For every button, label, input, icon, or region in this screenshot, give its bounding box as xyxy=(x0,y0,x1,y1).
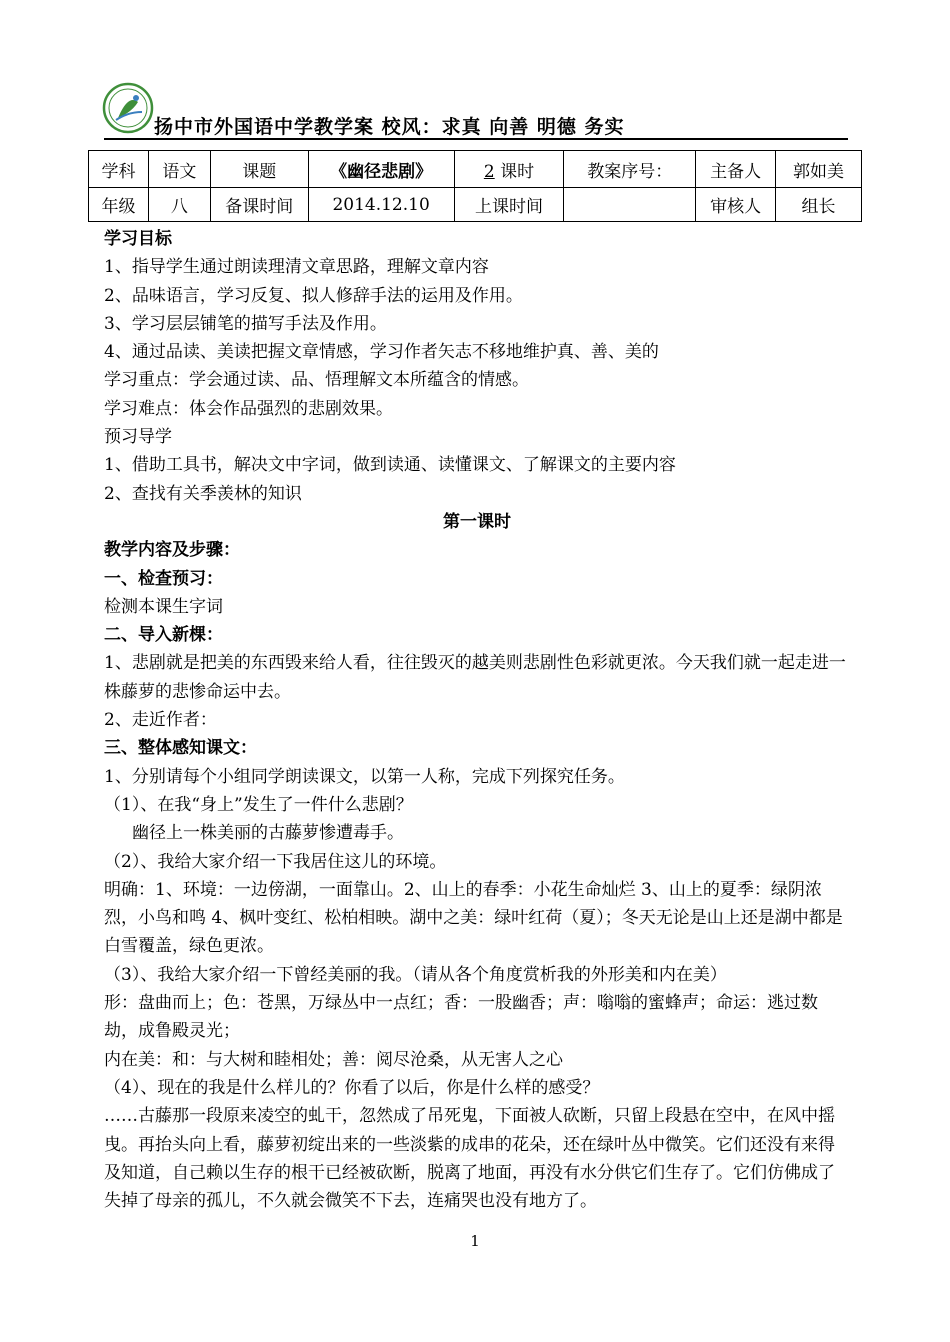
answer-4: ……古藤那一段原来凌空的虬干，忽然成了吊死鬼，下面被人砍断，只留上段悬在空中，在风中摇曳。再抬头向上看，藤萝初绽出来的一些淡紫的成串的花朵，还在绿叶丛中微笑。它们还没有来得及知道，自己赖以生存的根干已经被砍断，脱离了地面，再没有水分供它们生存了。它们仿佛成了失掉了母亲的孤儿，不久就会微笑不下去，连痛哭也没有地方了。 xyxy=(104,1106,835,1212)
answer-3-inner: 内在美：和：与大树和睦相处；善：阅尽沧桑，从无害人之心 xyxy=(104,1049,563,1070)
topic-label: 课题 xyxy=(210,151,308,188)
reviewer-label: 审核人 xyxy=(696,188,776,222)
hours-number: 2 xyxy=(483,161,495,182)
preparer-value: 郭如美 xyxy=(776,151,862,188)
step-text: 检测本课生字词 xyxy=(104,596,223,617)
subject-value: 语文 xyxy=(148,151,210,188)
lesson-info-table xyxy=(88,150,862,222)
preview-item: 2、查找有关季羡林的知识 xyxy=(104,483,302,504)
hours-unit: 课时 xyxy=(500,161,535,182)
preview-item: 1、借助工具书，解决文中字词，做到读通、读懂课文、了解课文的主要内容 xyxy=(104,455,676,476)
school-logo xyxy=(102,82,154,134)
class-time-value xyxy=(564,188,696,222)
question-3: （3）、我给大家介绍一下曾经美丽的我。（请从各个角度赏析我的外形美和内在美） xyxy=(104,964,727,985)
prep-time-value: 2014.12.10 xyxy=(308,188,454,222)
heading-step-1: 一、检查预习： xyxy=(104,568,223,589)
header-title: 扬中市外国语中学教学案 校风：求真 向善 明德 务实 xyxy=(154,116,625,138)
question-2: （2）、我给大家介绍一下我居住这儿的环境。 xyxy=(104,851,447,872)
heading-preview: 预习导学 xyxy=(104,427,172,448)
step-text: 1、分别请每个小组同学朗读课文，以第一人称，完成下列探究任务。 xyxy=(104,766,625,787)
section-title-first-lesson: 第一课时 xyxy=(443,511,511,532)
class-time-label: 上课时间 xyxy=(454,188,564,222)
objective-item: 3、学习层层铺笔的描写手法及作用。 xyxy=(104,313,387,334)
heading-step-3: 三、整体感知课文： xyxy=(104,738,257,759)
lesson-content xyxy=(104,225,850,1215)
page-header xyxy=(100,80,848,140)
reviewer-value: 组长 xyxy=(776,188,862,222)
answer-2: 明确：1、环境：一边傍湖，一面靠山。2、山上的春季：小花生命灿烂 3、山上的夏季：绿阴浓烈，小鸟和鸣 4、枫叶变红、松柏相映。湖中之美：绿叶红荷（夏）；冬天无论是山上还是湖中都是白雪覆盖，绿色更浓。 xyxy=(104,879,843,957)
key-point: 学习重点：学会通过读、品、悟理解文本所蕴含的情感。 xyxy=(104,370,529,391)
step-text: 2、走近作者： xyxy=(104,710,217,731)
hours-cell xyxy=(454,151,564,188)
objective-item: 4、通过品读、美读把握文章情感，学习作者矢志不移地维护真、善、美的 xyxy=(104,342,659,363)
heading-objectives: 学习目标 xyxy=(104,229,172,249)
answer-3-form: 形：盘曲而上；色：苍黑，万绿丛中一点红；香：一股幽香；声：嗡嗡的蜜蜂声；命运：逃过数劫，成鲁殿灵光； xyxy=(104,993,818,1042)
objective-item: 2、品味语言，学习反复、拟人修辞手法的运用及作用。 xyxy=(104,285,523,306)
step-text: 1、悲剧就是把美的东西毁来给人看，往往毁灭的越美则悲剧性色彩就更浓。今天我们就一起走进一株藤萝的悲惨命运中去。 xyxy=(104,653,846,702)
heading-step-2: 二、导入新棵： xyxy=(104,625,223,646)
grade-value: 八 xyxy=(148,188,210,222)
subject-label: 学科 xyxy=(89,151,149,188)
info-row-1 xyxy=(89,151,862,188)
grade-label: 年级 xyxy=(89,188,149,222)
difficult-point: 学习难点：体会作品强烈的悲剧效果。 xyxy=(104,398,393,419)
header-rule xyxy=(104,138,848,140)
plan-number-label: 教案序号： xyxy=(564,151,696,188)
preparer-label: 主备人 xyxy=(696,151,776,188)
info-row-2 xyxy=(89,188,862,222)
question-4: （4）、现在的我是什么样儿的？你看了以后，你是什么样的感受？ xyxy=(104,1077,600,1098)
heading-steps: 教学内容及步骤： xyxy=(104,540,240,561)
objective-item: 1、指导学生通过朗读理清文章思路，理解文章内容 xyxy=(104,257,489,278)
page-number: 1 xyxy=(470,1232,480,1250)
topic-value: 《幽径悲剧》 xyxy=(308,151,454,188)
answer-1: 幽径上一株美丽的古藤萝惨遭毒手。 xyxy=(132,823,404,844)
prep-time-label: 备课时间 xyxy=(210,188,308,222)
question-1: （1）、在我“身上”发生了一件什么悲剧？ xyxy=(104,794,413,815)
